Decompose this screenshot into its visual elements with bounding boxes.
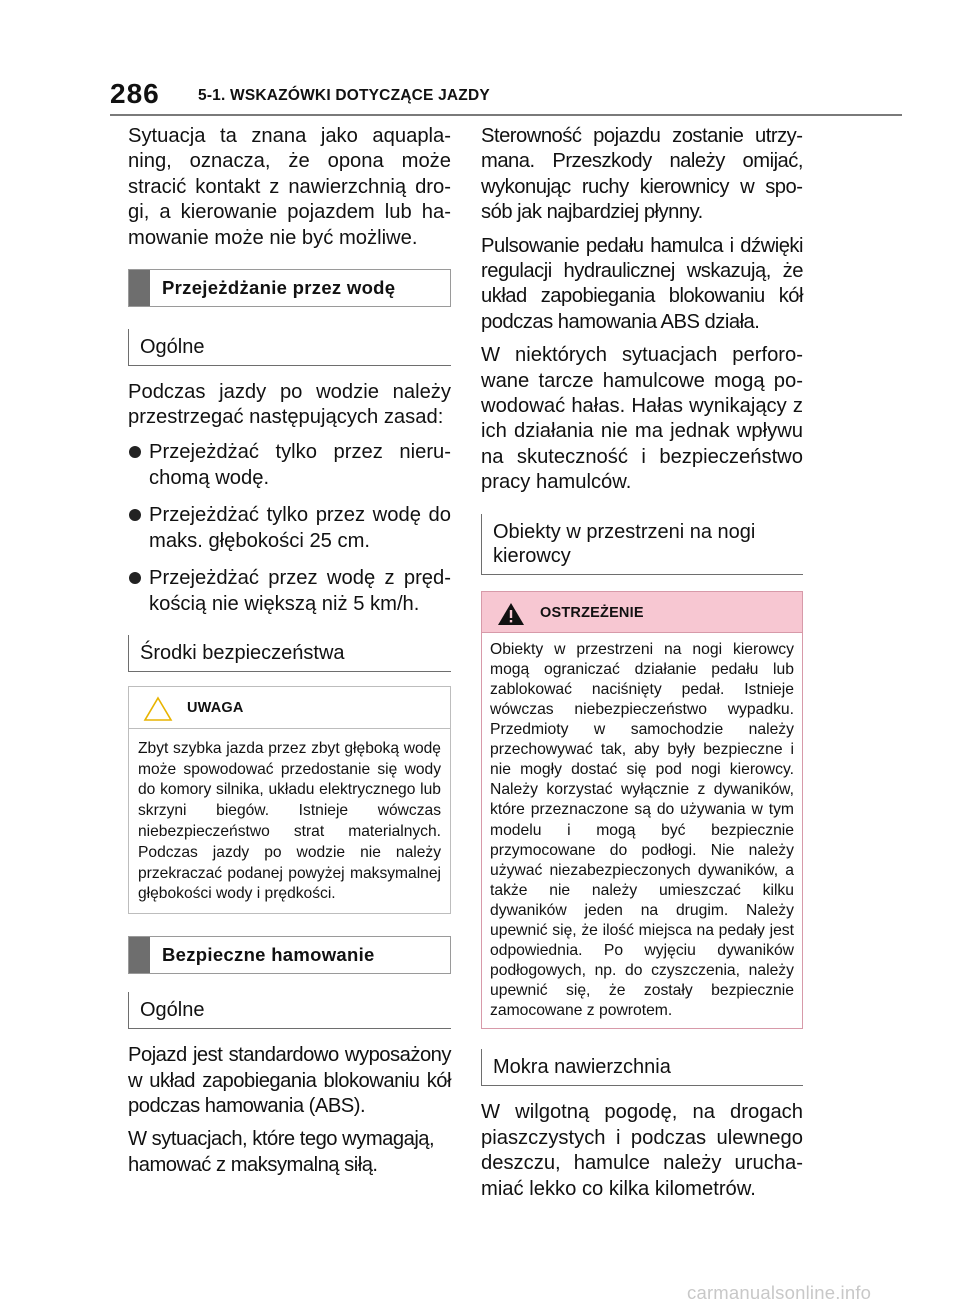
bullet-dot-icon xyxy=(129,572,141,584)
brake-noise-paragraph: W niektórych sytuacjach perforowane tarcze hamulcowe mogą powodować hałas. Hałas wynikający z ich działania nie ma jednak wpływu na skuteczność i bezpieczeństwo pracy hamulców. xyxy=(481,344,803,494)
steering-paragraph: Sterowność pojazdu zostanie utrzymana. Przeszkody należy omijać, wykonując ruchy kierownicy w sposób jak najbardziej płynny. xyxy=(481,125,803,224)
section-heading-braking xyxy=(128,936,451,974)
subsection-heading-safety: Środki bezpieczeństwa xyxy=(128,635,451,672)
caution-triangle-icon xyxy=(143,696,173,722)
warning-triangle-icon xyxy=(496,601,526,627)
right-column xyxy=(481,124,803,1210)
page-header xyxy=(110,78,902,116)
warning-text: Obiekty w przestrzeni na nogi kierowcy mogą ograniczać działanie pedału lub zablokować naciśnięty pedał. Istnieje wówczas niebezpieczeństwo wypadku. Przedmioty w samochodzie należy przechowywać tak, aby były bezpieczne i nie mogły dostać się pod nogi kierowcy. Należy korzystać wyłącznie z dywaników, które przeznaczone są do używania w tym modelu i mogą być bezpiecznie przymocowane do podłogi. Nie należy używać niezabezpieczonych dywaników, a także nie należy umieszczać kilku dywaników jeden na drugim. Należy upewnić się, że ilość miejsca na pedały jest odpowiednia. Po wyjęciu dywaników podłogowych, np. do czyszczenia, należy upewnić się, że zostały bezpiecznie zamocowane z powrotem. xyxy=(490,640,794,1020)
caution-label: UWAGA xyxy=(187,699,244,716)
caution-header xyxy=(129,687,450,729)
subsection-heading-wet-surface: Mokra nawierzchnia xyxy=(481,1049,803,1086)
subsection-heading-footwell: Obiekty w przestrzeni na nogi kierowcy xyxy=(481,514,803,575)
subsection-heading-general: Ogólne xyxy=(128,329,451,366)
water-rules-list xyxy=(128,439,451,617)
caution-box xyxy=(128,686,451,914)
list-item: Przejeżdżać tylko przez nieruchomą wodę. xyxy=(128,439,451,491)
warning-box xyxy=(481,591,803,1030)
bullet-dot-icon xyxy=(129,446,141,458)
watermark: carmanualsonline.info xyxy=(687,1282,872,1303)
caution-text: Zbyt szybka jazda przez zbyt głęboką wodę może spowodować przedostanie się wody do komory silnika, układu elektrycznego lub skrzyni biegów. Istnieje wówczas niebezpieczeństwo strat materialnych. Podczas jazdy po wodzie nie należy przekraczać podanej powyżej maksymalnej głębokości wody i prędkości. xyxy=(138,739,441,903)
page-number: 286 xyxy=(110,78,160,109)
section-tab-marker xyxy=(129,270,150,306)
subsection-heading-general: Ogólne xyxy=(128,992,451,1029)
left-column xyxy=(128,124,451,1186)
aquaplaning-paragraph: Sytuacja ta znana jako aquaplaning, oznacza, że opona może stracić kontakt z nawierzchnią drogi, a kierowanie pojazdem lub hamowanie może nie być możliwe. xyxy=(128,125,451,249)
section-heading-water xyxy=(128,269,451,307)
bullet-dot-icon xyxy=(129,509,141,521)
chapter-title: 5-1. WSKAZÓWKI DOTYCZĄCE JAZDY xyxy=(198,87,490,104)
pulsation-paragraph: Pulsowanie pedału hamulca i dźwięki regulacji hydraulicznej wskazują, że układ zapobiegania blokowaniu kół podczas hamowania ABS działa. xyxy=(481,234,803,333)
warning-header xyxy=(482,592,802,633)
max-brake-paragraph: W sytuacjach, które tego wymagają, hamować z maksymalną siłą. xyxy=(128,1128,435,1176)
warning-label: OSTRZEŻENIE xyxy=(540,604,644,621)
list-item: Przejeżdżać przez wodę z prędkością nie większą niż 5 km/h. xyxy=(128,565,451,617)
list-item: Przejeżdżać tylko przez wodę do maks. głębokości 25 cm. xyxy=(128,502,451,554)
water-rules-intro: Podczas jazdy po wodzie należy przestrzegać następujących zasad: xyxy=(128,381,451,429)
section-tab-marker xyxy=(129,937,150,973)
abs-paragraph: Pojazd jest standardowo wyposażony w układ zapobiegania blokowaniu kół podczas hamowania (ABS). xyxy=(128,1044,451,1118)
section-title: Przejeżdżanie przez wodę xyxy=(162,277,396,299)
wet-surface-paragraph: W wilgotną pogodę, na drogach piaszczystych i podczas ulewnego deszczu, hamulce należy uruchamiać lekko co kilka kilometrów. xyxy=(481,1101,803,1200)
section-title: Bezpieczne hamowanie xyxy=(162,944,375,966)
